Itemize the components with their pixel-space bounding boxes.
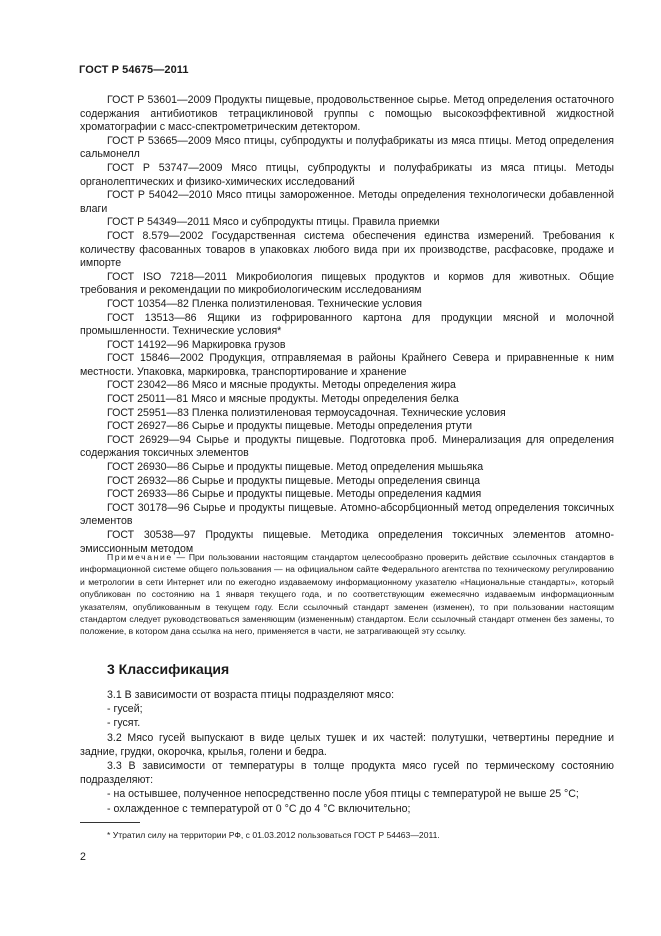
note-label: Примечание bbox=[107, 552, 173, 562]
reference-item: ГОСТ 30538—97 Продукты пищевые. Методика определения токсичных элементов атомно-эмиссионным методом bbox=[80, 529, 614, 555]
reference-item: ГОСТ 26932—86 Сырье и продукты пищевые. Методы определения свинца bbox=[107, 474, 481, 487]
reference-item: ГОСТ Р 54042—2010 Мясо птицы замороженное. Методы определения технологически добавленной влаги bbox=[80, 189, 614, 215]
reference-item: ГОСТ 26933—86 Сырье и продукты пищевые. Методы определения кадмия bbox=[107, 488, 482, 501]
list-item: - охлажденное с температурой от 0 °С до 4 °С включительно; bbox=[107, 802, 411, 815]
page-number: 2 bbox=[80, 851, 86, 863]
clause-3-2: 3.2 Мясо гусей выпускают в виде целых тушек и их частей: полутушки, четвертины передние и задние, грудки, окорочка, крылья, голени и бедра. bbox=[80, 731, 614, 758]
note-paragraph bbox=[80, 551, 614, 638]
reference-item: ГОСТ 23042—86 Мясо и мясные продукты. Методы определения жира bbox=[107, 379, 456, 392]
footnote-divider bbox=[80, 822, 140, 823]
section-body bbox=[80, 688, 614, 816]
reference-item: ГОСТ 26927—86 Сырье и продукты пищевые. Методы определения ртути bbox=[107, 420, 473, 433]
clause-3-3: 3.3 В зависимости от температуры в толще продукта мясо гусей по термическому состоянию подразделяют: bbox=[80, 760, 614, 787]
list-item: - гусят. bbox=[107, 717, 141, 730]
footnote: * Утратил силу на территории РФ, с 01.03.2012 пользоваться ГОСТ Р 54463—2011. bbox=[107, 830, 440, 840]
note-text: — При пользовании настоящим стандартом целесообразно проверить действие ссылочных стандартов в информационной системе общего пользования — на официальном сайте Федерального агентства по техническому регулированию и метрологии в сети Интернет или по ежегодно издаваемому информационному указателю «Национальные стандарты», который опубликован по состоянию на 1 января текущего года, и по соответствующим ежемесячно издаваемым информационным указателям, опубликованным в текущем году. Если ссылочный стандарт заменен (изменен), то при пользовании настоящим стандартом следует руководствоваться заменяющим (измененным) стандартом. Если ссылочный стандарт отменен без замены, то положение, в котором дана ссылка на него, применяется в части, не затрагивающей эту ссылку. bbox=[80, 552, 614, 637]
reference-item: ГОСТ Р 53601—2009 Продукты пищевые, продовольственное сырье. Метод определения остаточного содержания антибиотиков тетрациклиновой группы с помощью высокоэффективной жидкостной хроматографии с масс-спектрометрическим детектором. bbox=[80, 94, 614, 134]
reference-item: ГОСТ 14192—96 Маркировка грузов bbox=[107, 338, 286, 351]
reference-item: ГОСТ Р 54349—2011 Мясо и субпродукты птицы. Правила приемки bbox=[107, 216, 440, 229]
list-item: - на остывшее, полученное непосредственно после убоя птицы с температурой не выше 25 °С; bbox=[107, 788, 579, 801]
reference-item: ГОСТ 26929—94 Сырье и продукты пищевые. Подготовка проб. Минерализация для определения содержания токсичных элементов bbox=[80, 433, 614, 460]
reference-item: ГОСТ 13513—86 Ящики из гофрированного картона для продукции мясной и молочной промышленности. Технические условия* bbox=[80, 311, 614, 338]
reference-item: ГОСТ 10354—82 Пленка полиэтиленовая. Технические условия bbox=[107, 297, 423, 310]
note-block bbox=[80, 551, 614, 638]
reference-item: ГОСТ 15846—2002 Продукция, отправляемая в районы Крайнего Севера и приравненные к ним местности. Упаковка, маркировка, транспортирование и хранение bbox=[80, 352, 614, 378]
list-item: - гусей; bbox=[107, 703, 143, 716]
clause-3-1: 3.1 В зависимости от возраста птицы подразделяют мясо: bbox=[107, 689, 395, 701]
section-title: 3 Классификация bbox=[107, 661, 230, 677]
document-header-code: ГОСТ Р 54675—2011 bbox=[79, 64, 189, 76]
reference-item: ГОСТ Р 53665—2009 Мясо птицы, субпродукты и полуфабрикаты из мяса птицы. Метод определения сальмонелл bbox=[80, 134, 614, 161]
reference-item: ГОСТ 25951—83 Пленка полиэтиленовая термоусадочная. Технические условия bbox=[107, 406, 506, 419]
reference-item: ГОСТ Р 53747—2009 Мясо птицы, субпродукты и полуфабрикаты из мяса птицы. Методы органолептических и физико-химических исследований bbox=[80, 161, 614, 188]
reference-item: ГОСТ 8.579—2002 Государственная система обеспечения единства измерений. Требования к количеству фасованных товаров в упаковках любого вида при их производстве, расфасовке, продаже и импорте bbox=[80, 229, 614, 270]
reference-item: ГОСТ ISO 7218—2011 Микробиология пищевых продуктов и кормов для животных. Общие требования и рекомендации по микробиологическим исследованиям bbox=[80, 270, 614, 297]
reference-item: ГОСТ 25011—81 Мясо и мясные продукты. Методы определения белка bbox=[107, 393, 459, 406]
normative-references-list bbox=[80, 94, 614, 556]
reference-item: ГОСТ 30178—96 Сырье и продукты пищевые. Атомно-абсорбционный метод определения токсичных элементов bbox=[80, 501, 614, 528]
reference-item: ГОСТ 26930—86 Сырье и продукты пищевые. Метод определения мышьяка bbox=[107, 461, 484, 474]
